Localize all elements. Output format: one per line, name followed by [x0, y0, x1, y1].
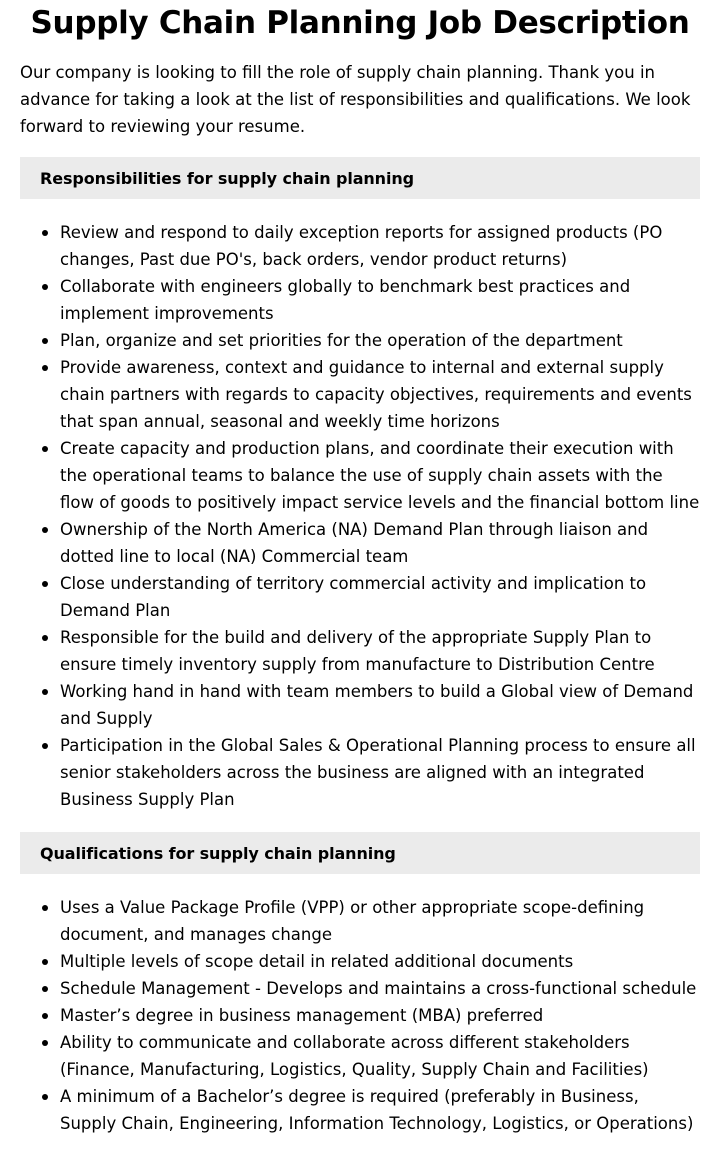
- list-item: Multiple levels of scope detail in related additional documents: [60, 948, 700, 975]
- responsibilities-section-header: [20, 157, 700, 199]
- qualifications-section-header: [20, 832, 700, 874]
- page-title: Supply Chain Planning Job Description: [30, 5, 690, 41]
- qualifications-heading: Qualifications for supply chain planning: [40, 843, 396, 863]
- list-item: Collaborate with engineers globally to benchmark best practices and implement improvements: [60, 273, 700, 327]
- list-item: Schedule Management - Develops and maintains a cross-functional schedule: [60, 975, 700, 1002]
- list-item: A minimum of a Bachelor’s degree is required (preferably in Business, Supply Chain, Engineering, Information Technology, Logistics, or Operations): [60, 1083, 700, 1137]
- list-item: Ability to communicate and collaborate across different stakeholders (Finance, Manufacturing, Logistics, Quality, Supply Chain and Facilities): [60, 1029, 700, 1083]
- list-item: Review and respond to daily exception reports for assigned products (PO changes, Past due PO's, back orders, vendor product returns): [60, 219, 700, 273]
- list-item: Create capacity and production plans, and coordinate their execution with the operational teams to balance the use of supply chain assets with the flow of goods to positively impact service levels and the financial bottom line: [60, 435, 700, 516]
- responsibilities-heading: Responsibilities for supply chain planning: [40, 168, 415, 188]
- list-item: Provide awareness, context and guidance to internal and external supply chain partners with regards to capacity objectives, requirements and events that span annual, seasonal and weekly time horizons: [60, 354, 700, 435]
- qualifications-list: [20, 894, 700, 1137]
- responsibilities-list: [20, 219, 700, 813]
- list-item: Plan, organize and set priorities for the operation of the department: [60, 327, 700, 354]
- intro-paragraph: Our company is looking to fill the role of supply chain planning. Thank you in advance for taking a look at the list of responsibilities and qualifications. We look forward to reviewing your resume.: [20, 63, 691, 136]
- list-item: Working hand in hand with team members to build a Global view of Demand and Supply: [60, 678, 700, 732]
- list-item: Responsible for the build and delivery of the appropriate Supply Plan to ensure timely inventory supply from manufacture to Distribution Centre: [60, 624, 700, 678]
- list-item: Ownership of the North America (NA) Demand Plan through liaison and dotted line to local (NA) Commercial team: [60, 516, 700, 570]
- list-item: Participation in the Global Sales & Operational Planning process to ensure all senior stakeholders across the business are aligned with an integrated Business Supply Plan: [60, 732, 700, 813]
- list-item: Uses a Value Package Profile (VPP) or other appropriate scope-defining document, and manages change: [60, 894, 700, 948]
- list-item: Close understanding of territory commercial activity and implication to Demand Plan: [60, 570, 700, 624]
- list-item: Master’s degree in business management (MBA) preferred: [60, 1002, 700, 1029]
